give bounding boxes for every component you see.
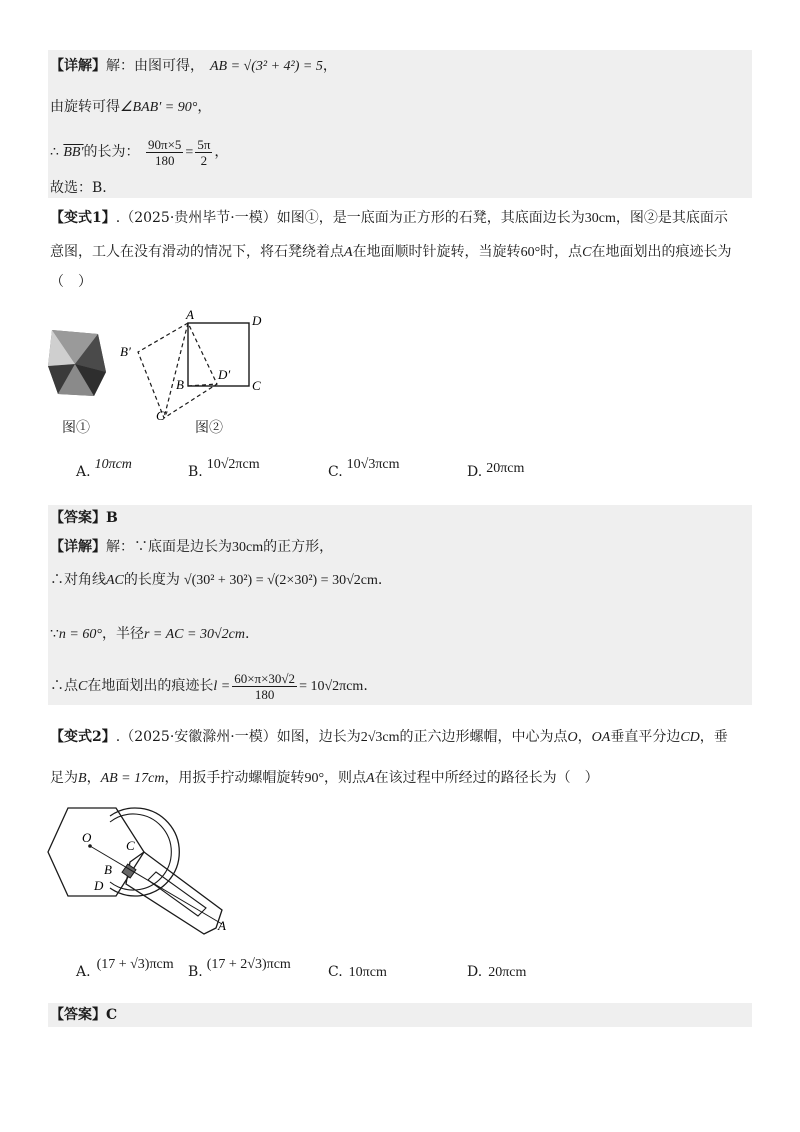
text: 的正六边形螺帽，中心为点 bbox=[399, 729, 568, 745]
therefore: ∴ bbox=[50, 144, 59, 160]
fraction-1: $\frac{90\pi\times 5}{180}$ bbox=[148, 136, 182, 168]
text: 在地面划出的痕迹长 bbox=[87, 678, 214, 694]
detail-tag: 【详解】 bbox=[50, 58, 106, 74]
text: ∴对角线 bbox=[50, 572, 106, 588]
answer-1-line-4 bbox=[50, 668, 368, 705]
value-30cm: 30cm bbox=[584, 211, 616, 226]
question-1-line-1 bbox=[50, 208, 728, 229]
point-a: A bbox=[366, 771, 375, 786]
segment-oa: OA bbox=[591, 730, 611, 745]
label-b-prime: B′ bbox=[120, 344, 131, 359]
text: . bbox=[244, 626, 250, 642]
option-b[interactable]: B. 10√2πcm bbox=[188, 457, 260, 480]
text: 在该过程中所经过的路径长为（ ） bbox=[374, 770, 599, 786]
text: ，用扳手拧动螺帽旋转 bbox=[164, 770, 305, 786]
text: 时，点 bbox=[540, 244, 583, 260]
text: 的长为： bbox=[83, 144, 140, 160]
label-d: D bbox=[252, 313, 262, 328]
label-c-prime: C′ bbox=[156, 408, 168, 423]
label-b: B bbox=[176, 377, 184, 392]
arc-length-fraction: $\frac{60\times\pi\times 30√2}{180}$ bbox=[234, 670, 296, 702]
ab-length: AB = 17cm bbox=[100, 771, 165, 786]
square-rotation-diagram bbox=[110, 306, 280, 426]
text: . bbox=[377, 572, 383, 588]
point-c: C bbox=[582, 245, 592, 260]
text: ，垂 bbox=[699, 729, 728, 745]
point-o: O bbox=[567, 730, 578, 745]
figure-2-caption: 图② bbox=[195, 420, 223, 436]
text: ， bbox=[86, 770, 101, 786]
label-d: D bbox=[94, 878, 104, 893]
angle-90: 90° bbox=[304, 771, 325, 786]
text: ，则点 bbox=[324, 770, 367, 786]
point-c: C bbox=[78, 679, 88, 694]
option-c[interactable]: C. 10πcm bbox=[328, 964, 387, 980]
label-d-prime: D′ bbox=[218, 367, 231, 382]
option-c[interactable]: C. 10√3πcm bbox=[328, 457, 400, 480]
segment-cd: CD bbox=[680, 730, 700, 745]
arc-length-symbol: l = bbox=[213, 679, 231, 694]
solution-line-3 bbox=[50, 134, 228, 171]
answer-1-line-2 bbox=[50, 570, 382, 591]
question-1-line-3: （ ） bbox=[50, 274, 92, 290]
wrench-diagram bbox=[44, 800, 244, 940]
text: 由旋转可得 bbox=[50, 99, 120, 115]
text: ， bbox=[214, 144, 229, 160]
segment-ac: AC bbox=[106, 573, 124, 588]
text: 意图，工人在没有滑动的情况下，将石凳绕着点 bbox=[50, 244, 344, 260]
text: ， bbox=[577, 729, 592, 745]
label-c: C bbox=[252, 378, 261, 393]
text: ∵ bbox=[50, 626, 59, 642]
label-o: O bbox=[82, 830, 92, 845]
answer-1-line-1 bbox=[50, 537, 333, 558]
text: 的长度为 bbox=[123, 572, 180, 588]
n-value: n = 60° bbox=[58, 627, 102, 642]
text: .（2025·贵州毕节·一模）如图①，是一底面为正方形的石凳，其底面边长为 bbox=[115, 210, 585, 226]
solution-line-2 bbox=[50, 97, 211, 118]
text: ， bbox=[322, 58, 337, 74]
math-ab: AB = √(3² + 4²) = 5 bbox=[210, 59, 323, 74]
math-angle: ∠BAB′ = 90° bbox=[120, 100, 198, 115]
arc-bb: BB′ bbox=[63, 145, 84, 160]
text: ，图②是其底面示 bbox=[615, 210, 728, 226]
question-2-line-2 bbox=[50, 768, 599, 789]
label-a: A bbox=[186, 307, 194, 322]
stone-stool-image bbox=[44, 326, 110, 400]
figure-1-caption: 图① bbox=[62, 420, 90, 436]
text: 足为 bbox=[50, 770, 78, 786]
point-b: B bbox=[78, 771, 87, 786]
question-2-tag: 【变式2】 bbox=[50, 729, 116, 745]
arc-length-result: = 10√2πcm bbox=[299, 679, 364, 694]
text: ∴点 bbox=[50, 678, 78, 694]
text: 解：∵底面是边长为 bbox=[106, 539, 232, 555]
text: ， bbox=[197, 99, 212, 115]
answer-block-2 bbox=[48, 1003, 752, 1027]
option-b[interactable]: B. (17 + 2√3)πcm bbox=[188, 957, 291, 980]
question-1-line-2 bbox=[50, 242, 732, 263]
detail-tag: 【详解】 bbox=[50, 539, 106, 555]
solution-line-1 bbox=[50, 56, 337, 77]
point-a: A bbox=[344, 245, 353, 260]
text: 在地面划出的痕迹长为 bbox=[591, 244, 732, 260]
value-30cm: 30cm bbox=[232, 540, 264, 555]
fraction-2: $\frac{5\pi}{2}$ bbox=[197, 136, 211, 168]
text: 在地面顺时针旋转，当旋转 bbox=[352, 244, 521, 260]
equals: = bbox=[185, 145, 194, 160]
value-side: 2√3cm bbox=[360, 730, 400, 745]
label-b: B bbox=[104, 862, 112, 877]
text: . bbox=[363, 678, 368, 694]
answer-1-line-3 bbox=[50, 624, 249, 645]
option-d[interactable]: D. 20πcm bbox=[467, 964, 527, 980]
radius-value: r = AC = 30√2cm bbox=[143, 627, 245, 642]
angle-60: 60° bbox=[520, 245, 541, 260]
question-2-line-1 bbox=[50, 727, 728, 748]
solution-line-4: 故选：B. bbox=[50, 180, 107, 196]
option-a[interactable]: A. 10πcm bbox=[76, 457, 132, 480]
label-a: A bbox=[218, 918, 226, 933]
answer-2: 【答案】C bbox=[50, 1007, 118, 1023]
text: ，半径 bbox=[101, 626, 144, 642]
option-a[interactable]: A. (17 + √3)πcm bbox=[76, 957, 174, 980]
question-1-tag: 【变式1】 bbox=[50, 210, 116, 226]
diagonal-formula: √(30² + 30²) = √(2×30²) = 30√2cm bbox=[183, 573, 378, 588]
answer-1: 【答案】B bbox=[50, 510, 118, 526]
option-d[interactable]: D. 20πcm bbox=[467, 461, 525, 480]
label-c: C bbox=[126, 838, 135, 853]
text: 垂直平分边 bbox=[610, 729, 681, 745]
text: 解：由图可得， bbox=[106, 58, 204, 74]
text: .（2025·安徽滁州·一模）如图，边长为 bbox=[115, 729, 361, 745]
text: 的正方形， bbox=[263, 539, 334, 555]
